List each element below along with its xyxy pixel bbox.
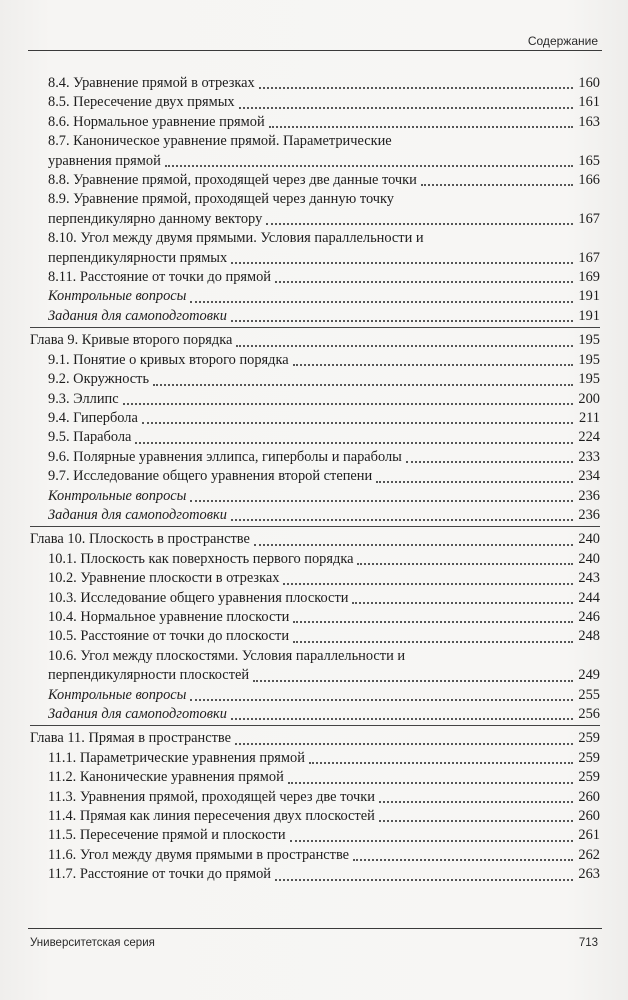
toc-entry-page: 256	[578, 706, 600, 722]
toc-entry-title: 8.11. Расстояние от точки до прямой	[48, 269, 272, 286]
toc-entry[interactable]	[30, 788, 600, 807]
dot-leader	[288, 782, 573, 784]
dot-leader	[275, 879, 573, 881]
toc-entry-title: 9.5. Парабола	[48, 429, 132, 446]
header-rule	[28, 50, 602, 51]
dot-leader	[283, 583, 573, 585]
toc-entry-page: 260	[578, 808, 600, 825]
toc-entry[interactable]	[30, 666, 600, 685]
toc-entry-title: Задания для самоподготовки	[48, 706, 227, 722]
toc-entry[interactable]	[30, 210, 600, 229]
running-head: Содержание	[527, 34, 598, 48]
toc-entry-title: 11.7. Расстояние от точки до прямой	[48, 866, 272, 883]
toc-entry-questions[interactable]	[30, 487, 600, 506]
dot-leader	[290, 840, 573, 842]
dot-leader	[165, 165, 573, 167]
toc-entry-page: 240	[578, 531, 600, 548]
dot-leader	[231, 519, 573, 521]
footer-rule	[28, 928, 602, 929]
toc-entry-title-line1: 10.6. Угол между плоскостями. Условия параллельности и	[48, 647, 406, 664]
toc-entry-page: 243	[578, 570, 600, 587]
dot-leader	[231, 718, 573, 720]
toc-entry[interactable]	[30, 807, 600, 826]
dot-leader	[190, 301, 573, 303]
toc-entry-page: 195	[578, 371, 600, 388]
toc-entry-tasks[interactable]	[30, 307, 600, 326]
toc-entry-page: 191	[578, 288, 600, 305]
toc-entry-title: 10.2. Уравнение плоскости в отрезках	[48, 570, 280, 587]
toc-chapter-entry[interactable]	[30, 530, 600, 549]
dot-leader	[357, 563, 573, 565]
toc-entry[interactable]	[30, 268, 600, 287]
toc-entry[interactable]	[30, 608, 600, 627]
toc-entry-page: 259	[578, 749, 600, 766]
chapter-title: Глава 9. Кривые второго порядка	[30, 332, 233, 349]
dot-leader	[235, 743, 573, 745]
toc-entry-title: Задания для самоподготовки	[48, 307, 227, 324]
dot-leader	[309, 762, 573, 764]
toc-entry-page: 246	[578, 608, 600, 625]
toc-entry[interactable]	[30, 865, 600, 884]
toc-entry[interactable]	[30, 768, 600, 787]
dot-leader	[275, 281, 573, 283]
toc-entry-page: 167	[578, 210, 600, 227]
toc-entry-title-line2: перпендикулярности прямых	[48, 249, 228, 266]
toc-entry[interactable]	[30, 171, 600, 190]
toc-entry-page: 195	[578, 351, 600, 368]
toc-entry-tasks[interactable]	[30, 506, 600, 525]
toc-entry-page: 244	[578, 589, 600, 606]
toc-entry-page: 195	[578, 332, 600, 349]
chapter-title: Глава 10. Плоскость в пространстве	[30, 531, 250, 548]
toc-entry-title: 9.3. Эллипс	[48, 390, 119, 407]
toc-entry-page: 233	[578, 448, 600, 465]
toc-entry[interactable]	[30, 113, 600, 132]
toc-entry[interactable]	[30, 550, 600, 569]
series-name: Университетская серия	[30, 937, 155, 949]
toc-entry-title-line2: уравнения прямой	[48, 152, 161, 169]
toc-entry[interactable]	[30, 589, 600, 608]
toc-entry-title: 11.3. Уравнения прямой, проходящей через две точки	[48, 788, 375, 805]
toc-entry-title: 9.7. Исследование общего уравнения второй степени	[48, 468, 373, 485]
table-of-contents	[30, 74, 600, 885]
toc-entry-page: 166	[578, 172, 600, 189]
toc-entry-title: 9.4. Гипербола	[48, 409, 138, 426]
dot-leader	[239, 107, 573, 109]
toc-entry-title-line1: 8.7. Каноническое уравнение прямой. Параметрические	[48, 133, 392, 150]
toc-entry[interactable]	[30, 390, 600, 409]
dot-leader	[190, 699, 573, 701]
toc-entry-title: 9.2. Окружность	[48, 371, 150, 388]
toc-entry-page: 263	[578, 866, 600, 883]
toc-entry[interactable]	[30, 409, 600, 428]
toc-entry[interactable]	[30, 351, 600, 370]
toc-entry-page: 260	[578, 788, 600, 805]
toc-entry[interactable]	[30, 93, 600, 112]
dot-leader	[376, 481, 573, 483]
dot-leader	[293, 364, 573, 366]
toc-entry-page: 169	[578, 269, 600, 286]
toc-chapter-entry[interactable]	[30, 331, 600, 350]
dot-leader	[293, 641, 573, 643]
toc-entry-page: 249	[578, 667, 600, 684]
toc-entry-page: 236	[578, 487, 600, 504]
toc-entry-page: 236	[578, 506, 600, 523]
dot-leader	[352, 602, 573, 604]
toc-entry[interactable]	[30, 569, 600, 588]
dot-leader	[231, 262, 573, 264]
dot-leader	[269, 126, 573, 128]
toc-entry[interactable]	[30, 370, 600, 389]
toc-entry-page: 259	[578, 730, 600, 747]
toc-entry-title: 10.3. Исследование общего уравнения плоскости	[48, 589, 349, 606]
dot-leader	[236, 345, 573, 347]
toc-entry-page: 240	[578, 550, 600, 567]
dot-leader	[353, 859, 573, 861]
toc-entry-page: 211	[578, 409, 600, 426]
dot-leader	[379, 801, 573, 803]
toc-entry-title-line2: перпендикулярности плоскостей	[48, 667, 250, 684]
toc-entry-title: 11.2. Канонические уравнения прямой	[48, 769, 284, 786]
dot-leader	[231, 320, 573, 322]
dot-leader	[142, 422, 573, 424]
toc-entry-title-line2: перпендикулярно данному вектору	[48, 210, 263, 227]
chapter-11-group	[30, 729, 600, 884]
toc-chapter-entry[interactable]	[30, 729, 600, 748]
toc-entry-page: 160	[578, 75, 600, 91]
toc-entry-page: 161	[578, 94, 600, 111]
toc-entry-title: 11.6. Угол между двумя прямыми в пространстве	[48, 846, 350, 863]
toc-entry-title: 8.6. Нормальное уравнение прямой	[48, 113, 265, 130]
toc-entry[interactable]	[30, 249, 600, 268]
toc-entry-title: 9.1. Понятие о кривых второго порядка	[48, 351, 289, 368]
toc-entry[interactable]	[30, 152, 600, 171]
dot-leader	[266, 223, 573, 225]
dot-leader	[253, 680, 573, 682]
toc-entry[interactable]	[30, 826, 600, 845]
toc-entry-page: 191	[578, 307, 600, 324]
toc-entry-page: 200	[578, 390, 600, 407]
toc-entry-page: 255	[578, 686, 600, 703]
toc-entry-page: 224	[578, 429, 600, 446]
toc-entry-questions[interactable]	[30, 686, 600, 705]
toc-entry-title: 10.4. Нормальное уравнение плоскости	[48, 608, 290, 625]
chapter-title: Глава 11. Прямая в пространстве	[30, 730, 232, 747]
toc-entry-title-line1: 8.10. Угол между двумя прямыми. Условия параллельности и	[48, 230, 424, 247]
toc-entry-page: 262	[578, 846, 600, 863]
toc-entry-title: 10.5. Расстояние от точки до плоскости	[48, 628, 290, 645]
dot-leader	[406, 461, 573, 463]
toc-entry-title: 8.5. Пересечение двух прямых	[48, 94, 235, 111]
toc-entry-page: 248	[578, 628, 600, 645]
toc-entry-page: 259	[578, 769, 600, 786]
chapter-9-group	[30, 331, 600, 527]
toc-entry-title: Задания для самоподготовки	[48, 506, 227, 523]
toc-entry[interactable]	[30, 627, 600, 646]
dot-leader	[293, 621, 573, 623]
toc-entry-questions[interactable]	[30, 287, 600, 306]
toc-entry-title: 8.8. Уравнение прямой, проходящей через две данные точки	[48, 172, 417, 189]
dot-leader	[254, 544, 573, 546]
toc-entry-page: 165	[578, 152, 600, 169]
toc-entry-title: 11.1. Параметрические уравнения прямой	[48, 749, 305, 766]
chapter-8-group	[30, 74, 600, 328]
chapter-10-group	[30, 530, 600, 726]
toc-entry-title: 9.6. Полярные уравнения эллипса, гиперболы и параболы	[48, 448, 402, 465]
toc-entry-title: Контрольные вопросы	[48, 288, 187, 305]
toc-entry-title: 8.4. Уравнение прямой в отрезках	[48, 75, 255, 91]
dot-leader	[123, 403, 573, 405]
toc-entry-tasks[interactable]	[30, 705, 600, 724]
toc-entry-page: 163	[578, 113, 600, 130]
dot-leader	[135, 442, 573, 444]
dot-leader	[190, 500, 573, 502]
dot-leader	[421, 184, 573, 186]
toc-entry[interactable]	[30, 448, 600, 467]
toc-entry-title: 11.5. Пересечение прямой и плоскости	[48, 827, 286, 844]
toc-entry-page: 261	[578, 827, 600, 844]
toc-entry[interactable]	[30, 428, 600, 447]
page-number: 713	[578, 937, 598, 949]
toc-entry-title: 11.4. Прямая как линия пересечения двух плоскостей	[48, 808, 375, 825]
toc-entry-page: 167	[578, 249, 600, 266]
toc-entry[interactable]	[30, 749, 600, 768]
toc-entry[interactable]	[30, 74, 600, 93]
dot-leader	[153, 384, 573, 386]
toc-entry-title: Контрольные вопросы	[48, 686, 187, 703]
dot-leader	[379, 820, 573, 822]
toc-entry-page: 234	[578, 468, 600, 485]
toc-entry-title-line1: 8.9. Уравнение прямой, проходящей через данную точку	[48, 191, 395, 208]
toc-entry-title: Контрольные вопросы	[48, 487, 187, 504]
toc-entry[interactable]	[30, 467, 600, 486]
toc-entry[interactable]	[30, 846, 600, 865]
dot-leader	[259, 87, 573, 89]
toc-entry-title: 10.1. Плоскость как поверхность первого порядка	[48, 550, 354, 567]
